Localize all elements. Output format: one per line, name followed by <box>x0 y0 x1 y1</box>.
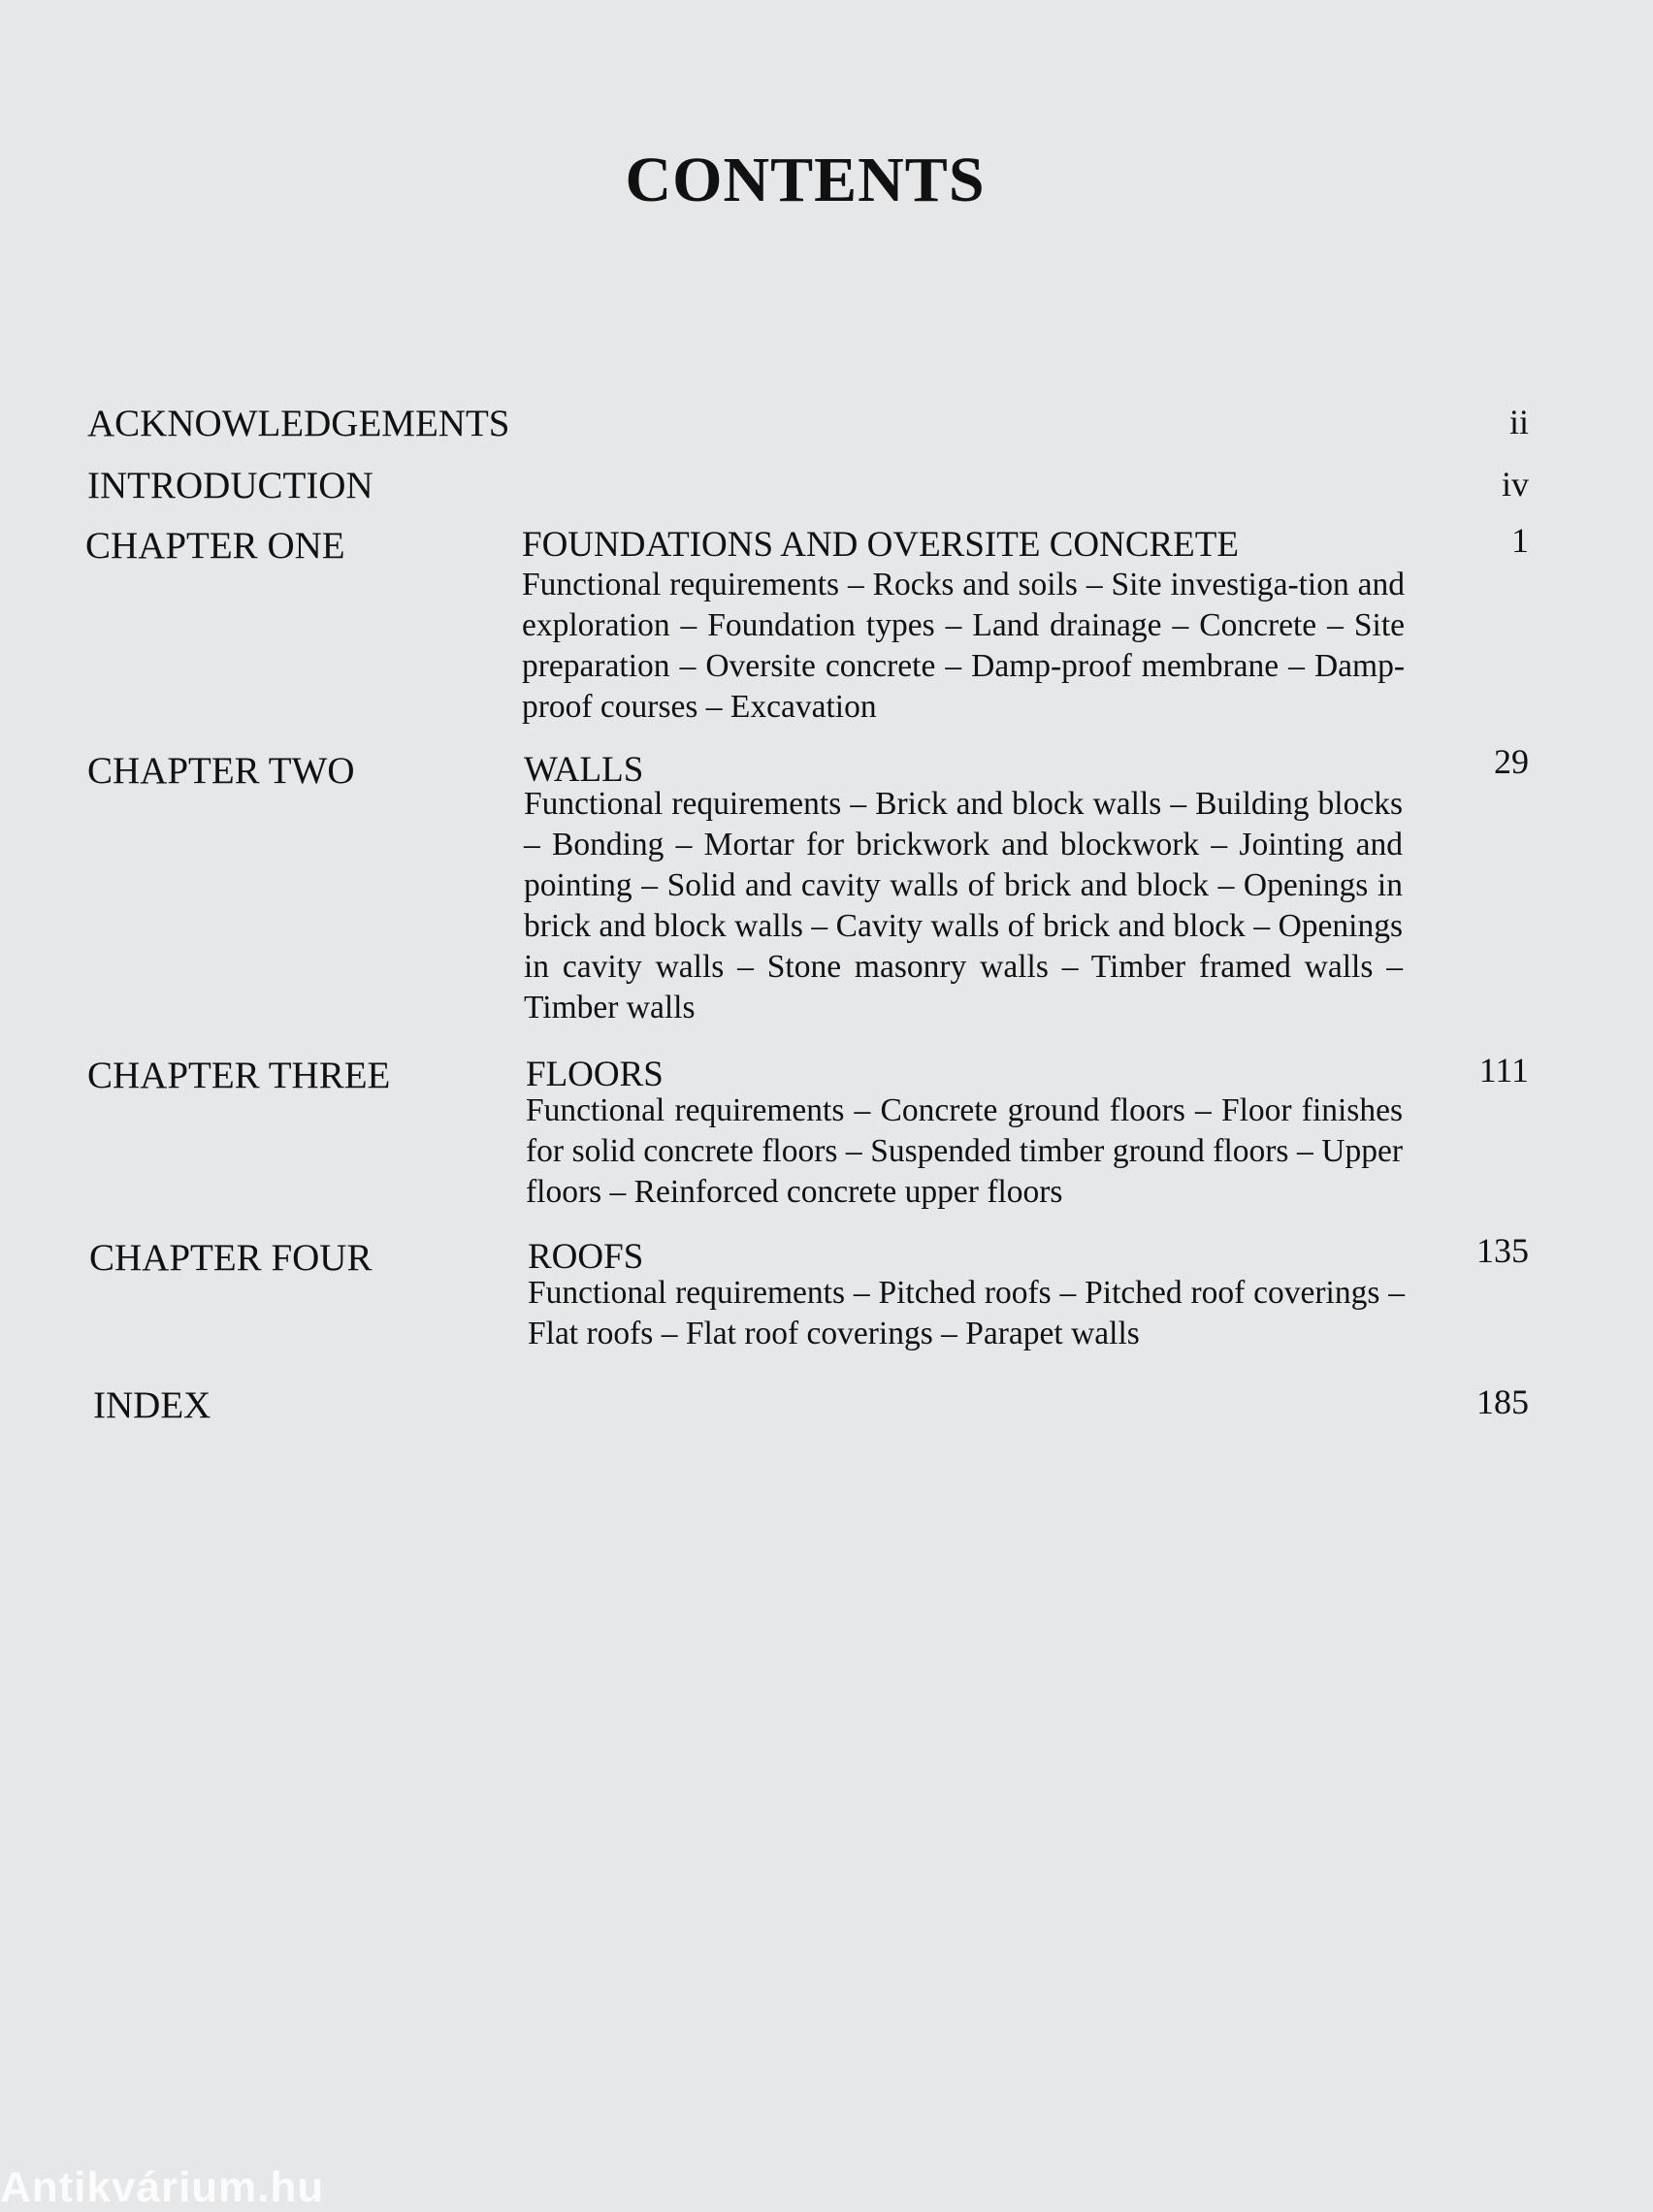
toc-label: INTRODUCTION <box>87 465 373 506</box>
toc-chapter-heading: FLOORS <box>526 1055 664 1094</box>
toc-label: CHAPTER THREE <box>87 1055 391 1096</box>
toc-chapter-heading: WALLS <box>524 750 644 790</box>
watermark: Antikvárium.hu <box>0 2163 325 2211</box>
toc-chapter-heading: FOUNDATIONS AND OVERSITE CONCRETE <box>522 525 1239 565</box>
toc-page-number: 29 <box>1494 742 1529 781</box>
page-title: CONTENTS <box>625 145 986 215</box>
toc-page-number: 135 <box>1476 1231 1529 1270</box>
toc-label: ACKNOWLEDGEMENTS <box>87 403 510 444</box>
toc-page-number: iv <box>1501 465 1529 504</box>
toc-chapter-description: Functional requirements – Pitched roofs – Pitched roof coverings – Flat roofs – Flat roof coverings – Parapet walls <box>528 1275 1405 1351</box>
toc-page-number: ii <box>1508 403 1529 441</box>
toc-label: INDEX <box>93 1384 211 1426</box>
toc-page-number: 185 <box>1476 1382 1529 1421</box>
toc-label: CHAPTER FOUR <box>89 1237 373 1279</box>
toc-label: CHAPTER ONE <box>85 525 345 567</box>
toc-page-number: 111 <box>1478 1051 1529 1090</box>
toc-chapter-heading: ROOFS <box>528 1237 644 1277</box>
toc-chapter-description: Functional requirements – Concrete ground floors – Floor finishes for solid concrete floors – Suspended timber ground floors – Upper floors – Reinforced concrete upper floors <box>526 1092 1403 1210</box>
toc-chapter-description: Functional requirements – Rocks and soils – Site investiga-tion and exploration – Foundation types – Land drainage – Concrete – Site preparation – Oversite concrete – Damp-proof membrane – Damp-proof courses – Excavation <box>522 567 1405 725</box>
toc-chapter-description: Functional requirements – Brick and block walls – Building blocks – Bonding – Mortar for brickwork and blockwork – Jointing and pointing – Solid and cavity walls of brick and block – Openings in brick and block walls – Cavity walls of brick and block – Openings in cavity walls – Stone masonry walls – Timber framed walls – Timber walls <box>524 786 1403 1025</box>
toc-page-number: 1 <box>1511 521 1529 560</box>
toc-label: CHAPTER TWO <box>87 750 355 792</box>
